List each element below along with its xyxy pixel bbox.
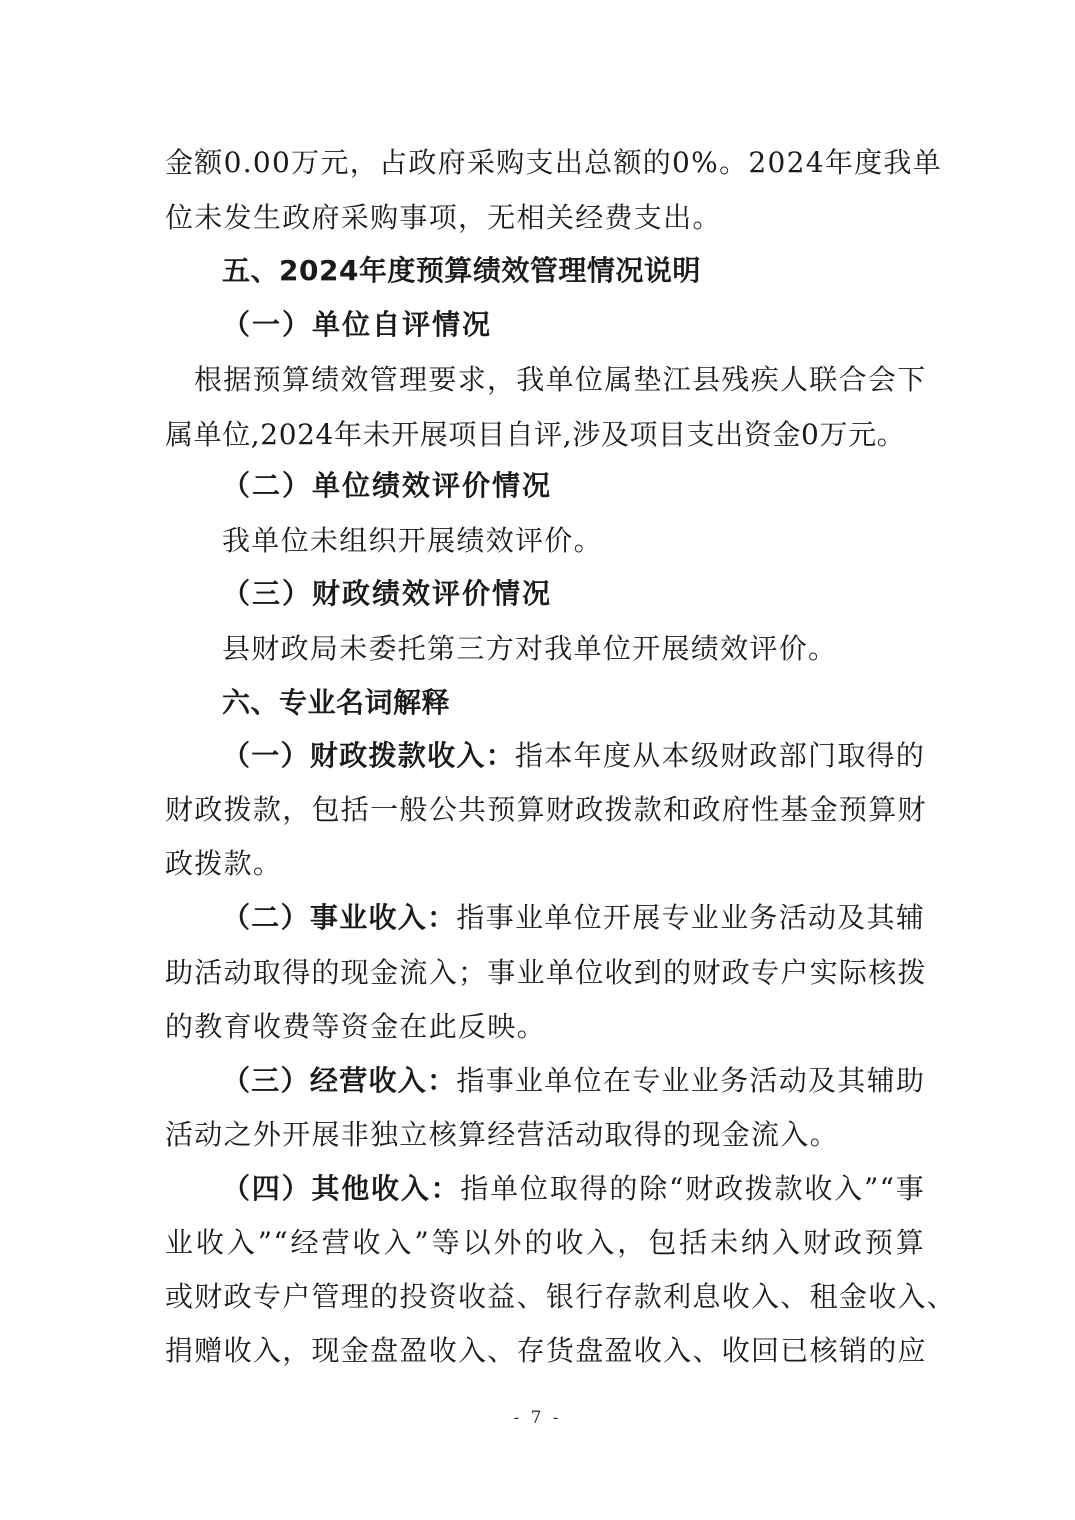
term-label: （二）事业收入： — [222, 901, 457, 934]
term-definition-line — [222, 1171, 925, 1207]
section-heading: 六、专业名词解释 — [222, 686, 451, 719]
section-heading: 五、2024年度预算绩效管理情况说明 — [222, 254, 701, 287]
term-definition-line — [222, 1063, 925, 1099]
term-text: 指单位取得的除“财政拨款收入”“事 — [460, 1172, 925, 1205]
term-text: 指本年度从本级财政部门取得的 — [515, 739, 926, 772]
term-definition-line — [222, 738, 925, 774]
term-text: 指事业单位在专业业务活动及其辅助 — [456, 1064, 926, 1097]
body-text-line: 捐赠收入，现金盘盈收入、存货盘盈收入、收回已核销的应 — [165, 1334, 927, 1367]
subsection-heading: （一）单位自评情况 — [222, 308, 493, 341]
body-text-line: 业收入”“经营收入”等以外的收入，包括未纳入财政预算 — [165, 1226, 925, 1259]
body-text-line: 政拨款。 — [165, 847, 283, 880]
body-text-line: 我单位未组织开展绩效评价。 — [222, 524, 603, 557]
term-definition-line — [222, 900, 925, 936]
page-number: - 7 - — [513, 1408, 562, 1428]
body-text-line: 属单位,2024年未开展项目自评,涉及项目支出资金0万元。 — [165, 418, 906, 451]
term-text: 指事业单位开展专业业务活动及其辅 — [456, 901, 926, 934]
body-text-line: 县财政局未委托第三方对我单位开展绩效评价。 — [222, 632, 838, 665]
body-text-line: 财政拨款，包括一般公共预算财政拨款和政府性基金预算财 — [165, 793, 927, 826]
body-text-line: 金额0.00万元，占政府采购支出总额的0%。2024年度我单 — [165, 146, 943, 179]
body-text-line: 活动之外开展非独立核算经营活动取得的现金流入。 — [165, 1118, 839, 1151]
subsection-heading: （三）财政绩效评价情况 — [222, 577, 553, 610]
term-label: （三）经营收入： — [222, 1064, 457, 1097]
body-text-line: 的教育收费等资金在此反映。 — [165, 1010, 546, 1043]
subsection-heading: （二）单位绩效评价情况 — [222, 469, 553, 502]
body-text-line: 或财政专户管理的投资收益、银行存款利息收入、租金收入、 — [165, 1280, 957, 1313]
term-label: （一）财政拨款收入： — [222, 739, 516, 772]
body-text-line: 位未发生政府采购事项，无相关经费支出。 — [165, 201, 722, 234]
term-label: （四）其他收入： — [222, 1172, 461, 1205]
body-text-line: 根据预算绩效管理要求，我单位属垫江县残疾人联合会下 — [194, 363, 927, 396]
body-text-line: 助活动取得的现金流入；事业单位收到的财政专户实际核拨 — [165, 956, 927, 989]
